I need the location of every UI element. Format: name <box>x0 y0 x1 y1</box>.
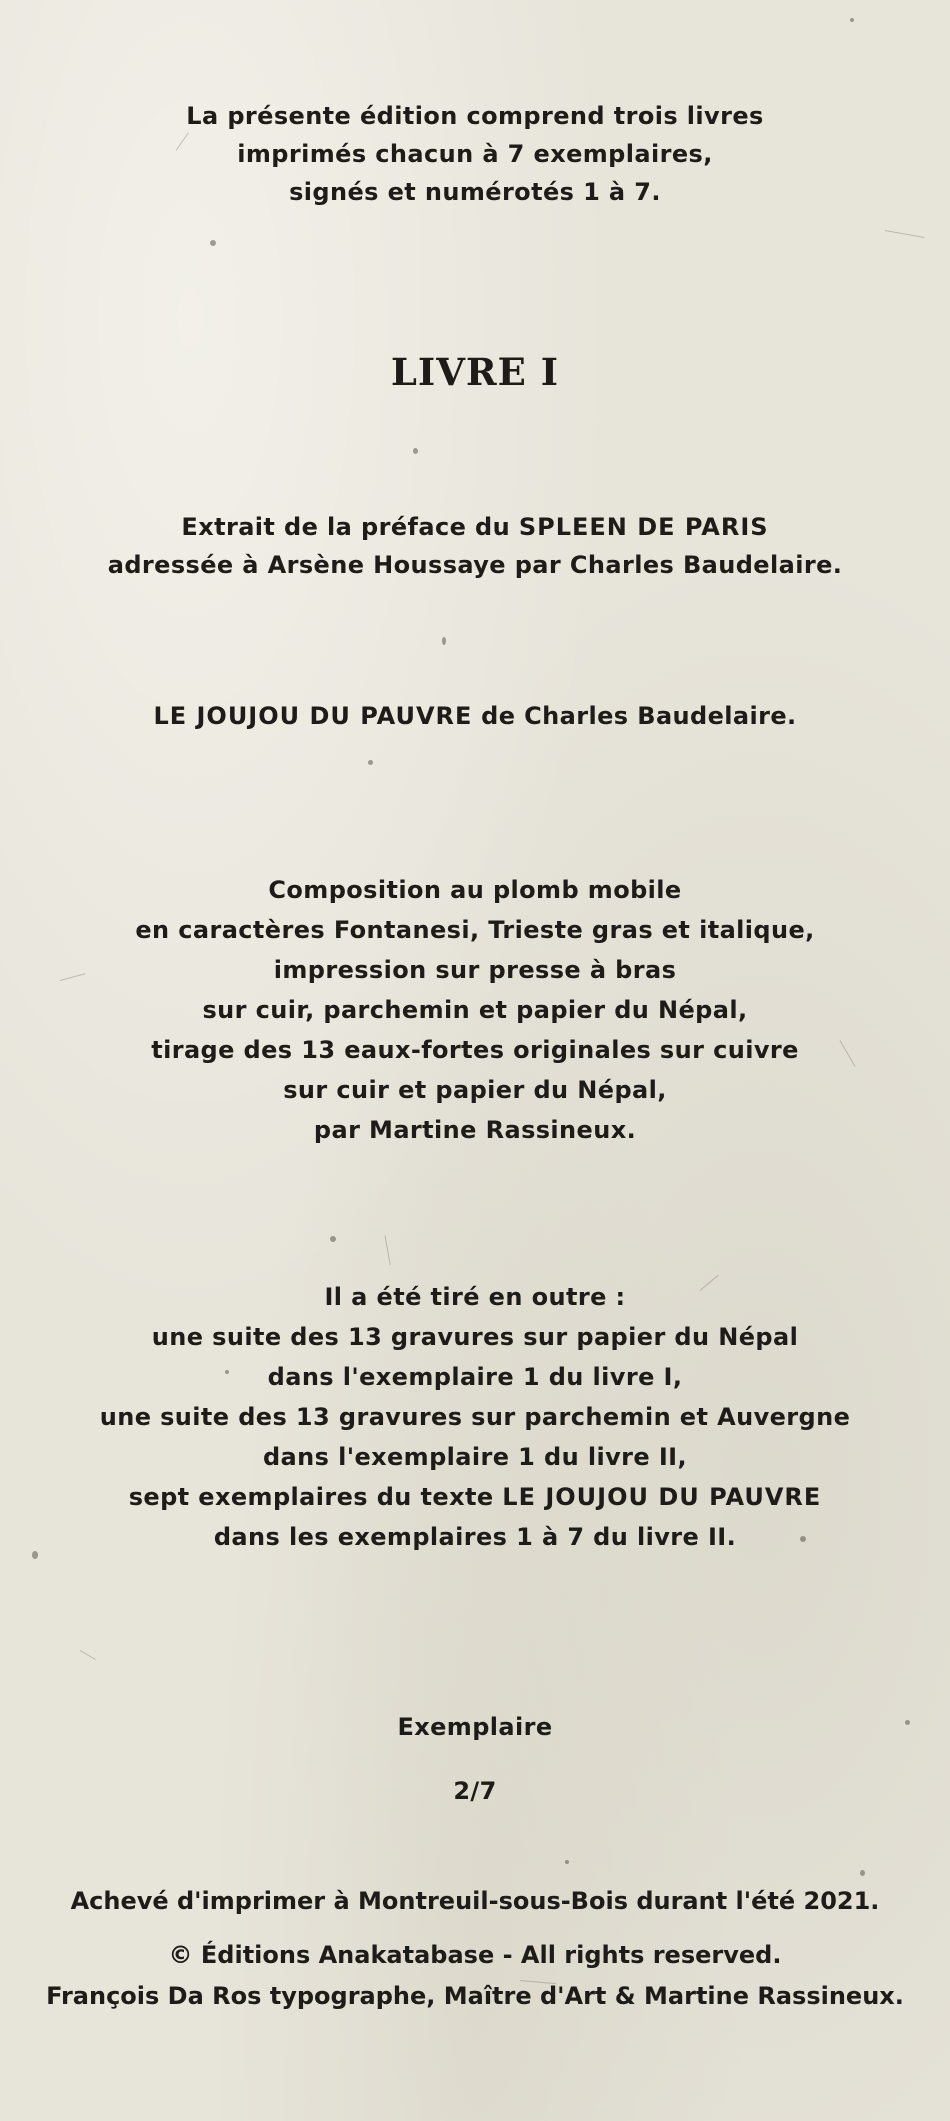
edition-statement <box>0 97 950 211</box>
preface-work-title: SPLEEN DE PARIS <box>518 513 769 541</box>
paper-fleck <box>565 1860 569 1864</box>
paper-fleck <box>330 1236 336 1242</box>
extra-prints-line <box>0 1477 950 1517</box>
extra-prints-line: dans les exemplaires 1 à 7 du livre II. <box>213 1523 737 1551</box>
colophon-credits: François Da Ros typographe, Maître d'Art & Martine Rassineux. <box>46 1982 904 2010</box>
extra-prints-line: une suite des 13 gravures sur papier du Népal <box>151 1323 799 1351</box>
extra-prints-line: dans l'exemplaire 1 du livre I, <box>267 1363 683 1391</box>
preface-block <box>0 508 950 584</box>
extra-prints-line: dans l'exemplaire 1 du livre II, <box>262 1443 688 1471</box>
colophon-rights: © Éditions Anakatabase - All rights reserved. <box>168 1941 782 1969</box>
extra-prints-work-title: LE JOUJOU DU PAUVRE <box>502 1483 822 1511</box>
composition-line: en caractères Fontanesi, Trieste gras et italique, <box>135 916 815 944</box>
copy-label: Exemplaire <box>397 1713 553 1741</box>
composition-line: sur cuir, parchemin et papier du Népal, <box>202 996 748 1024</box>
paper-fleck <box>210 240 216 246</box>
paper-fiber <box>885 230 925 238</box>
paper-fleck <box>860 1870 865 1876</box>
composition-line: impression sur presse à bras <box>273 956 677 984</box>
edition-line: La présente édition comprend trois livres <box>186 102 764 130</box>
extra-prints-prefix: sept exemplaires du texte <box>128 1483 503 1511</box>
composition-line: par Martine Rassineux. <box>313 1116 637 1144</box>
copy-block <box>0 1707 950 1811</box>
copy-number: 2/7 <box>453 1777 497 1805</box>
composition-block <box>0 870 950 1150</box>
paper-fleck <box>850 18 854 22</box>
preface-prefix: Extrait de la préface du <box>181 513 519 541</box>
text-work-title: LE JOUJOU DU PAUVRE <box>153 702 473 730</box>
paper-fiber <box>80 1650 96 1660</box>
paper-fleck <box>413 448 418 454</box>
composition-line: sur cuir et papier du Népal, <box>283 1076 667 1104</box>
extra-prints-line: Il a été tiré en outre : <box>324 1283 626 1311</box>
edition-line: signés et numérotés 1 à 7. <box>289 178 661 206</box>
extra-prints-block <box>0 1277 950 1557</box>
text-work-line <box>0 696 950 736</box>
paper-fleck <box>442 637 446 645</box>
edition-line: imprimés chacun à 7 exemplaires, <box>237 140 713 168</box>
preface-line-2: adressée à Arsène Houssaye par Charles Baudelaire. <box>107 551 843 579</box>
composition-line: tirage des 13 eaux-fortes originales sur cuivre <box>151 1036 799 1064</box>
book-title: LIVRE I <box>390 350 560 394</box>
extra-prints-line: une suite des 13 gravures sur parchemin et Auvergne <box>99 1403 851 1431</box>
paper-fleck <box>368 760 373 765</box>
colophon-printed: Achevé d'imprimer à Montreuil-sous-Bois durant l'été 2021. <box>70 1887 880 1915</box>
composition-line: Composition au plomb mobile <box>268 876 682 904</box>
preface-line-1 <box>0 508 950 546</box>
text-work-author: de Charles Baudelaire. <box>472 702 797 730</box>
paper-fiber <box>385 1235 391 1265</box>
